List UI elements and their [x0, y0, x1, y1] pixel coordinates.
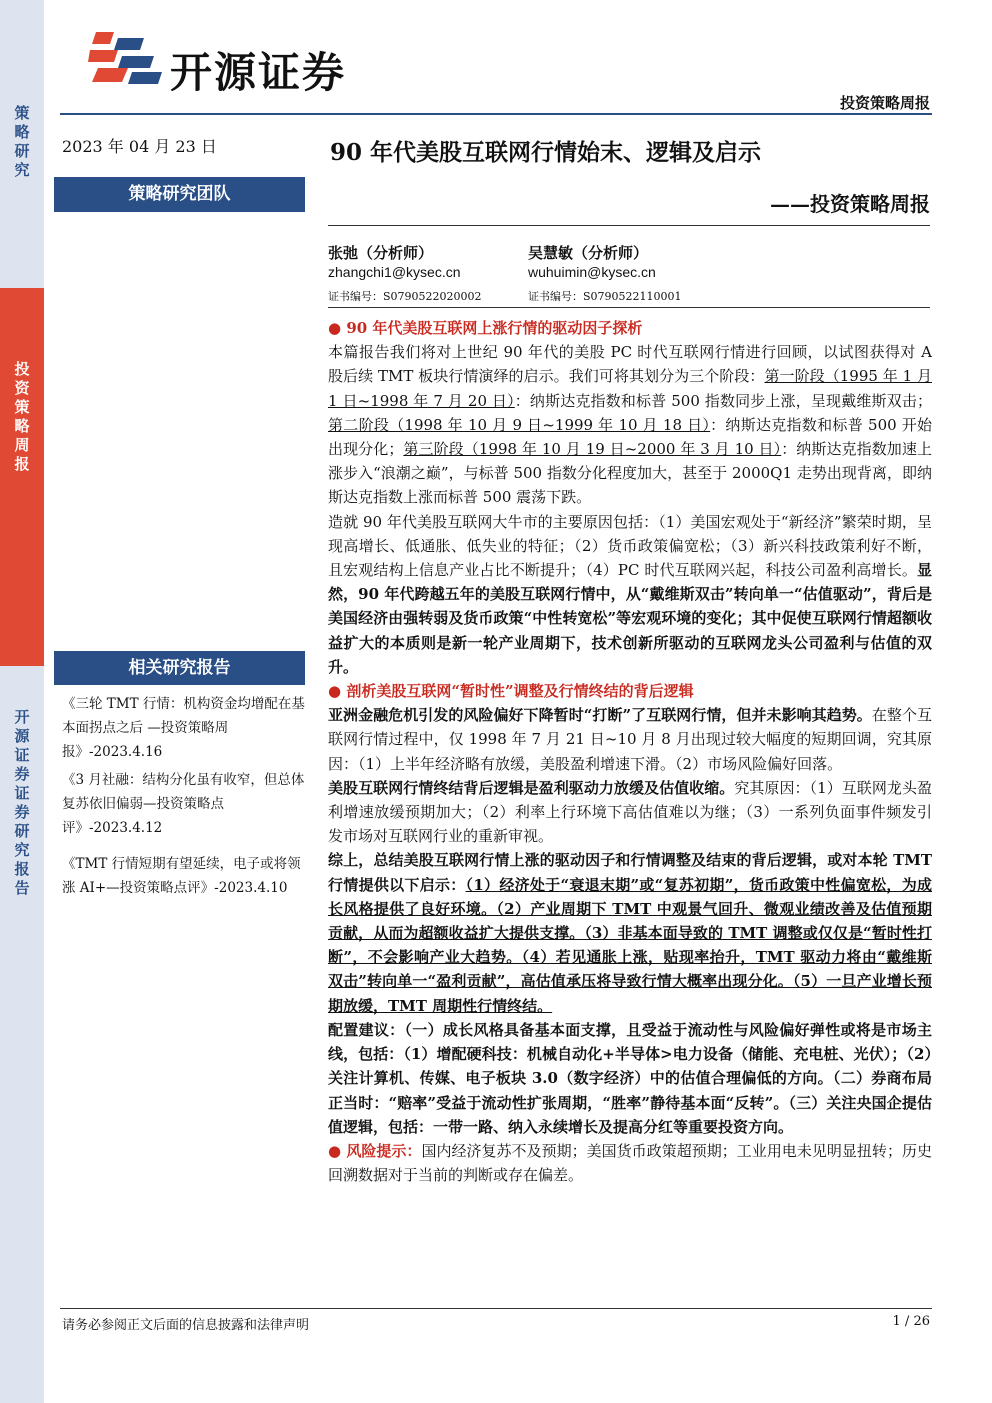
risk-paragraph: ● 风险提示：国内经济复苏不及预期；美国货币政策超预期；工业用电未见明显扭转；历史回溯数据对于当前的判断或存在偏差。 — [328, 1141, 932, 1185]
related-report-3[interactable]: 《TMT 行情短期有望延续，电子或将领涨 AI+—投资策略点评》-2023.4.10 — [62, 856, 301, 896]
analyst-1-email[interactable]: zhangchi1@kysec.cn — [328, 264, 461, 280]
bullet-icon: ● — [328, 682, 347, 701]
team-label: 策略研究团队 — [54, 177, 305, 212]
sidebar-label-middle: 投资策略周报 — [14, 360, 30, 473]
section-2-paragraph-3: 综上，总结美股互联网行情上涨的驱动因子和行情调整及结束的背后逻辑，或对本轮 TMT 行情提供以下启示：（1）经济处于“衰退末期”或“复苏初期”，货币政策中性偏宽松，为成长风格提供了良好环境。（2）产业周期下 TMT 中观景气回升、微观业绩改善及估值预期贡献，从而为超额收益扩大提供支撑。（3）非基本面导致的 TMT 调整或仅仅是“暂时性打断”，不会影响产业大趋势。（4）若见通胀上涨，贴现率抬升，TMT 驱动力将由“戴维斯双击”转向单一“盈利贡献”，高估值承压将导致行情大概率出现分化。（5）一旦产业增长预期放缓，TMT 周期性行情终结。 — [328, 851, 932, 1015]
related-label: 相关研究报告 — [54, 651, 305, 685]
section-1-heading: ● 90 年代美股互联网上涨行情的驱动因子探析 — [328, 319, 643, 337]
footer-divider — [60, 1308, 932, 1309]
analyst-1-cert: 证书编号：S0790522020002 — [328, 290, 482, 303]
section-2-heading: ● 剖析美股互联网“暂时性”调整及行情终结的背后逻辑 — [328, 682, 694, 701]
bullet-icon: ● — [328, 319, 347, 337]
page-number: 1 / 26 — [892, 1314, 930, 1329]
title-divider — [328, 225, 930, 226]
report-type: 投资策略周报 — [839, 94, 930, 112]
section-1-paragraph-1: 本篇报告我们将对上世纪 90 年代的美股 PC 时代互联网行情进行回顾，以试图获得对 A 股后续 TMT 板块行情演绎的启示。我们可将其划分为三个阶段：第一阶段（1995 年 1 月 1 日~1998 年 7 月 20 日）：纳斯达克指数和标普 500 指数同步上涨，呈现戴维斯双击；第二阶段（1998 年 10 月 9 日~1999 年 10 月 18 日）：纳斯达克指数和标普 500 开始出现分化；第三阶段（1998 年 10 月 19 日~2000 年 3 月 10 日）：纳斯达克指数加速上涨步入“浪潮之巅”，与标普 500 指数分化程度加大，甚至于 2000Q1 走势出现背离，即纳斯达克指数上涨而标普 500 震荡下跌。 — [328, 343, 932, 507]
section-2-paragraph-2: 美股互联网行情终结背后逻辑是盈利驱动力放缓及估值收缩。究其原因：（1）互联网龙头盈利增速放缓预期加大；（2）利率上行环境下高估值难以为继；（3）一系列负面事件频发引发市场对互联网行业的重新审视。 — [328, 778, 932, 846]
section-2-paragraph-4: 配置建议：（一）成长风格具备基本面支撑，且受益于流动性与风险偏好弹性或将是市场主线，包括：（1）增配硬科技：机械自动化+半导体>电力设备（储能、充电桩、光伏）；（2）关注计算机、传媒、电子板块 3.0（数字经济）中的估值合理偏低的方向。（二）券商布局正当时：“赔率”受益于流动性扩张周期，“胜率”静待基本面“反转”。（三）关注央国企提估值逻辑，包括：一带一路、纳入永续增长及提高分红等重要投资方向。 — [328, 1020, 932, 1136]
section-1-paragraph-2: 造就 90 年代美股互联网大牛市的主要原因包括：（1）美国宏观处于“新经济”繁荣时期，呈现高增长、低通胀、低失业的特征；（2）货币政策偏宽松；（3）新兴科技政策利好不断，且宏观结构上信息产业占比不断提升；（4）PC 时代互联网兴起，科技公司盈利高增长。显然，90 年代跨越五年的美股互联网行情中，从“戴维斯双击”转向单一“估值驱动”，背后是美国经济由强转弱及货币政策“中性转宽松”等宏观环境的变化；其中促使互联网行情超额收益扩大的本质则是新一轮产业周期下，技术创新所驱动的互联网龙头公司盈利与估值的双升。 — [328, 512, 932, 676]
analyst-2-email[interactable]: wuhuimin@kysec.cn — [528, 264, 656, 280]
sidebar-label-bottom: 开源证券 证券研究报告 — [14, 708, 30, 897]
analyst-1-name: 张弛（分析师） — [328, 244, 434, 262]
related-report-1[interactable]: 《三轮 TMT 行情：机构资金均增配在基本面拐点之后 —投资策略周报》-2023.4.16 — [62, 696, 305, 760]
brand-name: 开源证券 — [170, 48, 347, 97]
main-body — [328, 316, 932, 1187]
analyst-2-name: 吴慧敏（分析师） — [528, 244, 649, 262]
footer-disclaimer: 请务必参阅正文后面的信息披露和法律声明 — [62, 1318, 310, 1333]
page-title: 90 年代美股互联网行情始末、逻辑及启示 — [330, 139, 762, 166]
page-subtitle: ——投资策略周报 — [770, 192, 930, 216]
related-report-2[interactable]: 《3 月社融：结构分化虽有收窄，但总体复苏依旧偏弱—投资策略点评》-2023.4.12 — [62, 772, 305, 836]
report-date: 2023 年 04 月 23 日 — [62, 137, 217, 156]
brand-logo-icon — [88, 30, 164, 86]
analyst-divider — [328, 307, 930, 308]
header-divider — [60, 113, 932, 115]
sidebar-strip-middle — [0, 288, 44, 666]
sidebar-label-top: 策略研究 — [14, 104, 30, 179]
analyst-2-cert: 证书编号：S0790522110001 — [528, 290, 682, 303]
section-2-paragraph-1: 亚洲金融危机引发的风险偏好下降暂时“打断”了互联网行情，但并未影响其趋势。在整个互联网行情过程中，仅 1998 年 7 月 21 日~10 月 8 月出现过较大幅度的短期回调，究其原因：（1）上半年经济略有放缓，美股盈利增速下滑。（2）市场风险偏好回落。 — [328, 706, 932, 773]
bullet-icon: ● — [328, 1141, 347, 1160]
